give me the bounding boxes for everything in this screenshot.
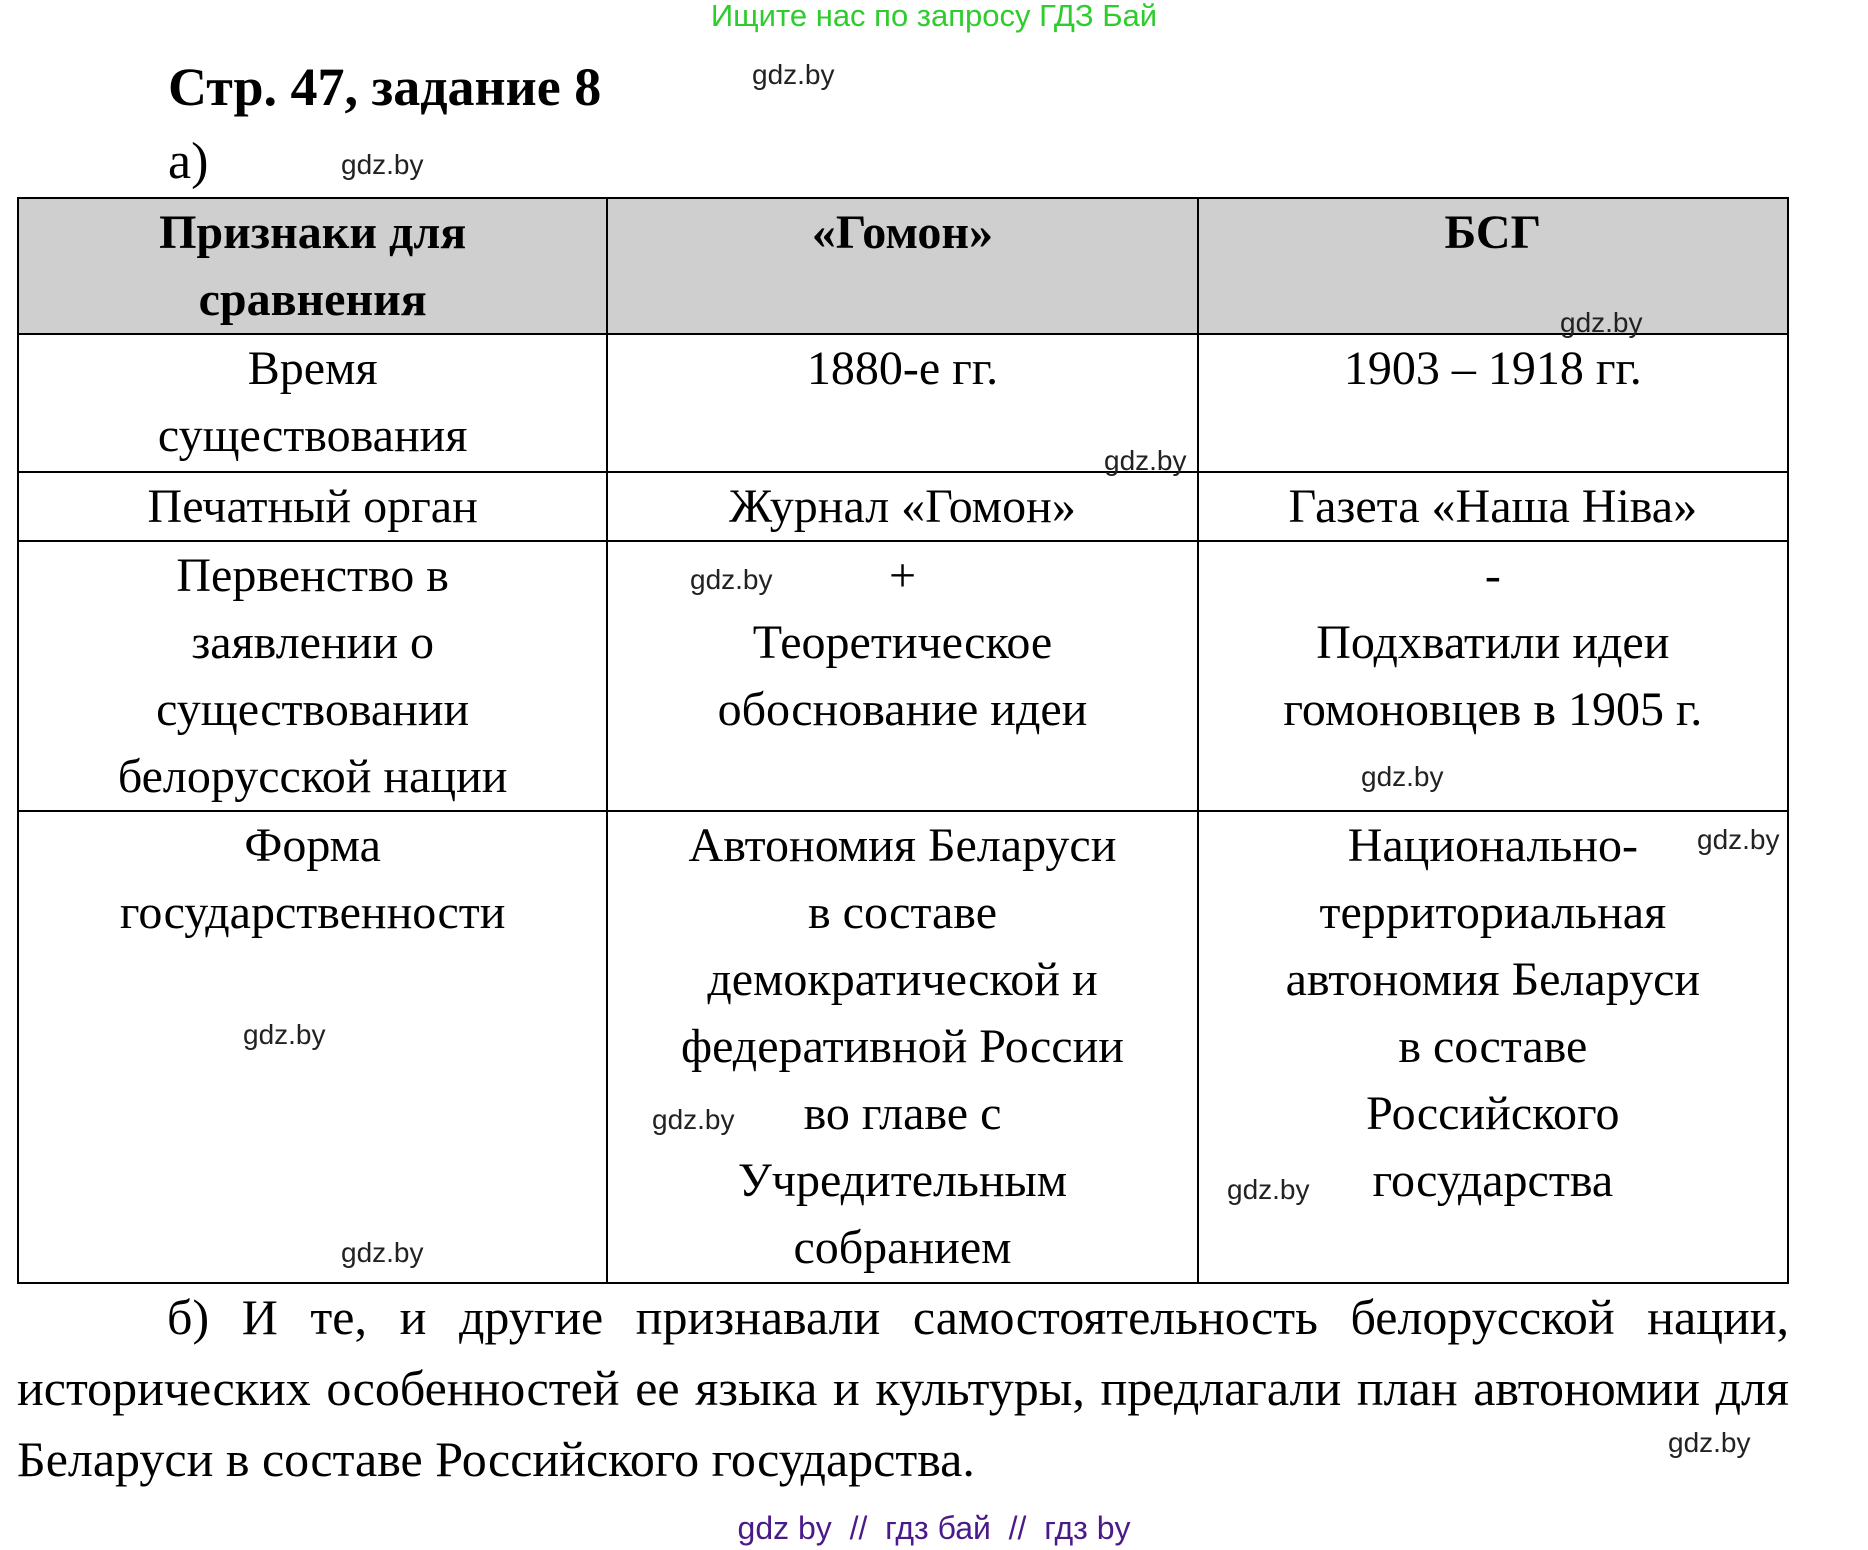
table-header-row bbox=[18, 198, 1788, 334]
banner-text: Ищите нас по запросу ГДЗ Бай bbox=[710, 0, 1158, 33]
footer-text: gdz by // гдз бай // гдз by bbox=[737, 1510, 1131, 1546]
watermark: gdz.by bbox=[652, 1104, 735, 1135]
watermark: gdz.by bbox=[243, 1019, 326, 1050]
cell-bsg: Национально- территориальная автономия Беларуси в составе Российского государства bbox=[1198, 811, 1788, 1283]
watermark: gdz.by bbox=[1560, 307, 1643, 338]
footer bbox=[0, 1510, 1868, 1546]
cell-criterion: Печатный орган bbox=[18, 472, 607, 541]
cell-gomon: 1880-е гг. bbox=[607, 334, 1197, 472]
cell-criterion: Форма государственности bbox=[18, 811, 607, 1283]
watermark: gdz.by bbox=[341, 149, 424, 180]
table-row bbox=[18, 334, 1788, 472]
cell-bsg: Газета «Наша Ніва» bbox=[1198, 472, 1788, 541]
cell-gomon: Журнал «Гомон» bbox=[607, 472, 1197, 541]
watermark: gdz.by bbox=[1104, 445, 1187, 476]
search-banner bbox=[0, 0, 1868, 34]
watermark: gdz.by bbox=[752, 59, 835, 90]
part-b-paragraph bbox=[17, 1282, 1789, 1495]
cell-criterion: Первенство в заявлении о существовании белорусской нации bbox=[18, 541, 607, 811]
header-bsg: БСГ bbox=[1198, 198, 1788, 334]
part-b-text: б) И те, и другие признавали самостоятельность белорусской нации, исторических особенностей ее языка и культуры, предлагали план автономии для Беларуси в составе Российского государства. bbox=[17, 1289, 1789, 1487]
comparison-table bbox=[17, 197, 1789, 1284]
cell-bsg: - Подхватили идеи гомоновцев в 1905 г. bbox=[1198, 541, 1788, 811]
watermark: gdz.by bbox=[1668, 1427, 1751, 1458]
header-criteria: Признаки для сравнения bbox=[18, 198, 607, 334]
header-gomon: «Гомон» bbox=[607, 198, 1197, 334]
cell-gomon: + Теоретическое обоснование идеи bbox=[607, 541, 1197, 811]
table-row bbox=[18, 472, 1788, 541]
plus-mark: + bbox=[888, 549, 917, 602]
page-title: Стр. 47, задание 8 bbox=[168, 57, 602, 117]
cell-bsg: 1903 – 1918 гг. bbox=[1198, 334, 1788, 472]
part-a-label: а) bbox=[168, 133, 209, 190]
watermark: gdz.by bbox=[1697, 824, 1780, 855]
minus-mark: - bbox=[1484, 549, 1501, 602]
watermark: gdz.by bbox=[1361, 761, 1444, 792]
cell-criterion: Время существования bbox=[18, 334, 607, 472]
watermark: gdz.by bbox=[690, 564, 773, 595]
watermark: gdz.by bbox=[1227, 1174, 1310, 1205]
table-row bbox=[18, 541, 1788, 811]
cell-gomon: Автономия Беларуси в составе демократической и федеративной России во главе с Учредительным собранием bbox=[607, 811, 1197, 1283]
watermark: gdz.by bbox=[341, 1237, 424, 1268]
